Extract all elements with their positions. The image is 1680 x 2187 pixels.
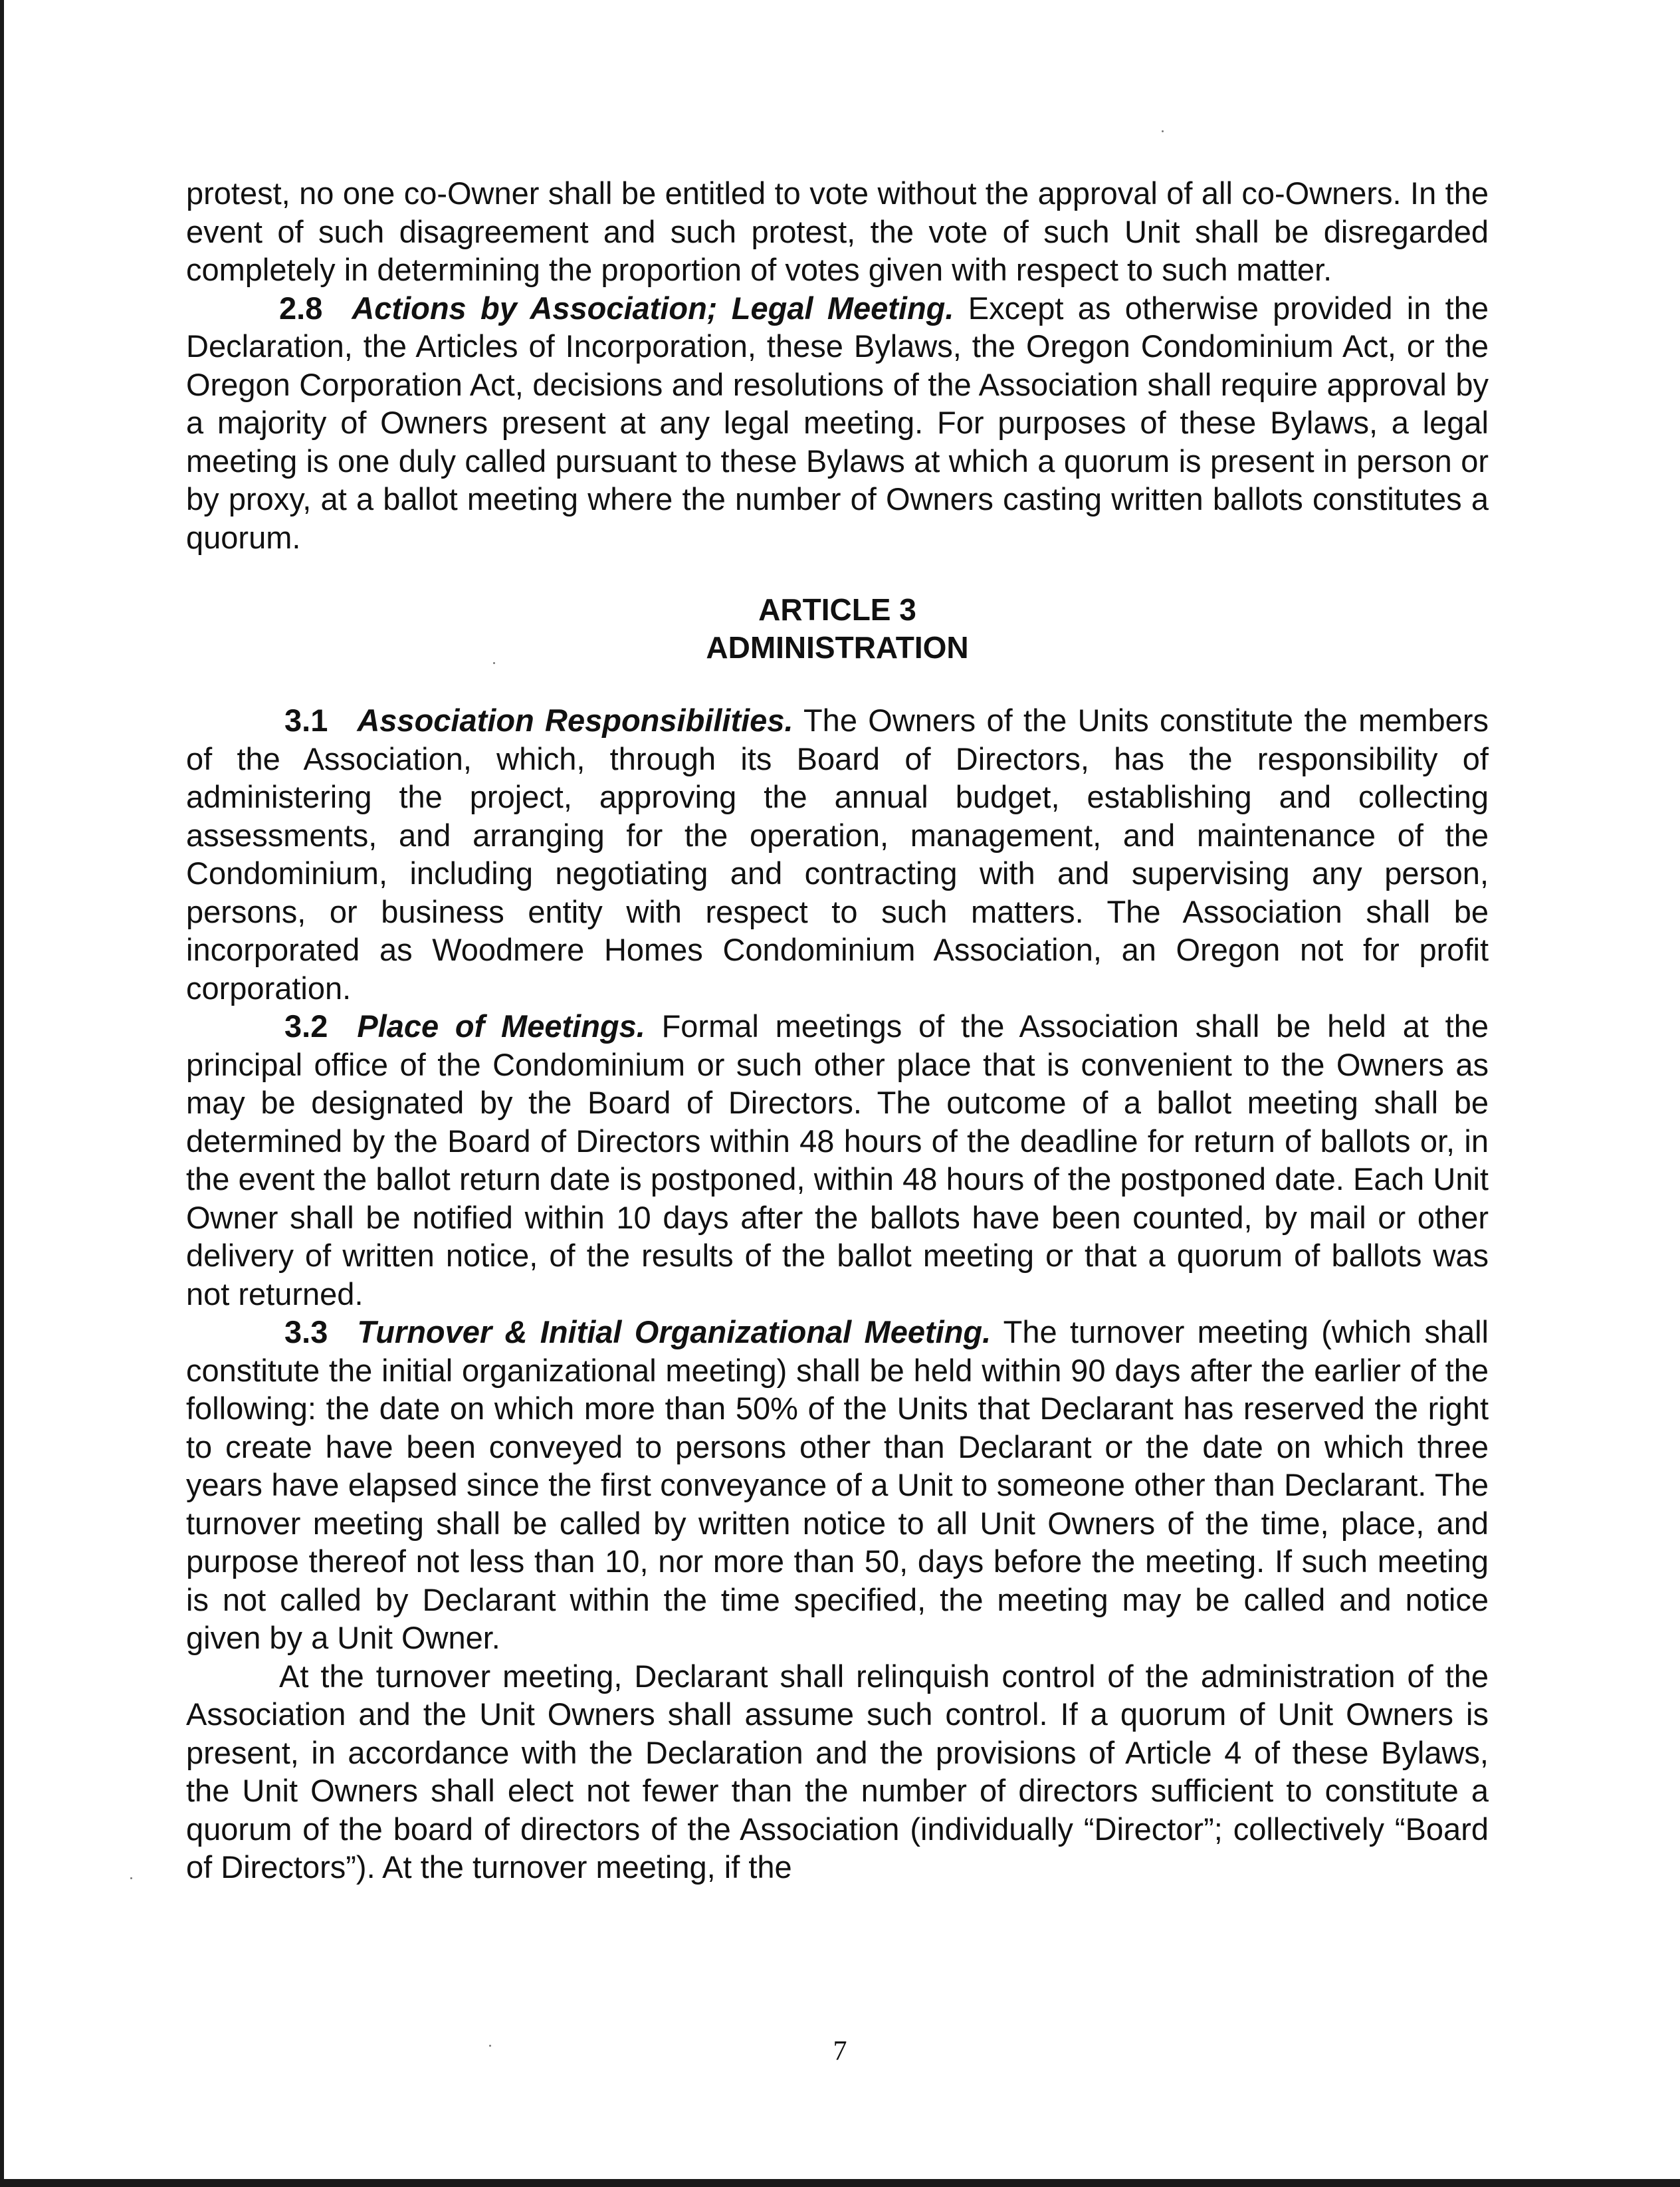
section-3-3 <box>186 1313 1489 1657</box>
section-number: 3.2 <box>284 1008 328 1044</box>
continuation-paragraph: protest, no one co-Owner shall be entitled to vote without the approval of all co-Owners. In the event of such disagreement and such protest, the vote of such Unit shall be disregarded completely in determining the proportion of votes given with respect to such matter. <box>186 175 1489 287</box>
section-3-2 <box>186 1007 1489 1313</box>
section-3-1 <box>186 701 1489 1007</box>
scan-speck <box>1162 130 1164 132</box>
turnover-paragraph: At the turnover meeting, Declarant shall relinquish control of the administration of the Association and the Unit Owners shall assume such control. If a quorum of Unit Owners is present, in accordance with the Declaration and the provisions of Article 4 of these Bylaws, the Unit Owners shall elect not fewer than the number of directors sufficient to constitute a quorum of the board of directors of the Association (individually “Director”; collectively “Board of Directors”). At the turnover meeting, if the <box>186 1658 1489 1885</box>
section-number: 3.1 <box>284 703 328 738</box>
section-2-8 <box>186 289 1489 557</box>
page-number: 7 <box>833 2036 847 2067</box>
section-title: Place of Meetings. <box>357 1008 645 1044</box>
article-heading <box>186 591 1489 667</box>
scan-bottom-edge <box>0 2179 1680 2187</box>
article-number: ARTICLE 3 <box>758 592 916 627</box>
scan-left-edge <box>0 0 4 2187</box>
section-text: Except as otherwise provided in the Declaration, the Articles of Incorporation, these Bylaws, the Oregon Condominium Act, or the Oregon Corporation Act, decisions and resolutions of the Association shall require approval by a majority of Owners present at any legal meeting. For purposes of these Bylaws, a legal meeting is one duly called pursuant to these Bylaws at which a quorum is present in person or by proxy, at a ballot meeting where the number of Owners casting written ballots constitutes a quorum. <box>186 290 1489 555</box>
section-number: 2.8 <box>279 290 323 326</box>
section-title: Turnover & Initial Organizational Meeting. <box>357 1314 992 1349</box>
section-title: Association Responsibilities. <box>357 703 793 738</box>
section-text: The Owners of the Units constitute the members of the Association, which, through its Board of Directors, has the responsibility of administering the project, approving the annual budget, establishing and collecting assessments, and arranging for the operation, management, and maintenance of the Condominium, including negotiating and contracting with and supervising any person, persons, or business entity with respect to such matters. The Association shall be incorporated as Woodmere Homes Condominium Association, an Oregon not for profit corporation. <box>186 703 1489 1006</box>
section-title: Actions by Association; Legal Meeting. <box>352 290 954 326</box>
article-title: ADMINISTRATION <box>706 630 969 665</box>
scan-speck <box>130 1877 132 1879</box>
section-number: 3.3 <box>284 1314 328 1349</box>
document-body <box>186 174 1489 1887</box>
section-text: Formal meetings of the Association shall be held at the principal office of the Condominium or such other place that is convenient to the Owners as may be designated by the Board of Directors. The outcome of a ballot meeting shall be determined by the Board of Directors within 48 hours of the deadline for return of ballots or, in the event the ballot return date is postponed, within 48 hours of the postponed date. Each Unit Owner shall be notified within 10 days after the ballots have been counted, by mail or other delivery of written notice, of the results of the ballot meeting or that a quorum of ballots was not returned. <box>186 1008 1489 1312</box>
section-text: The turnover meeting (which shall constitute the initial organizational meeting) shall be held within 90 days after the earlier of the following: the date on which more than 50% of the Units that Declarant has reserved the right to create have been conveyed to persons other than Declarant or the date on which three years have elapsed since the first conveyance of a Unit to someone other than Declarant. The turnover meeting shall be called by written notice to all Unit Owners of the time, place, and purpose thereof not less than 10, nor more than 50, days before the meeting. If such meeting is not called by Declarant within the time specified, the meeting may be called and notice given by a Unit Owner. <box>186 1314 1489 1655</box>
